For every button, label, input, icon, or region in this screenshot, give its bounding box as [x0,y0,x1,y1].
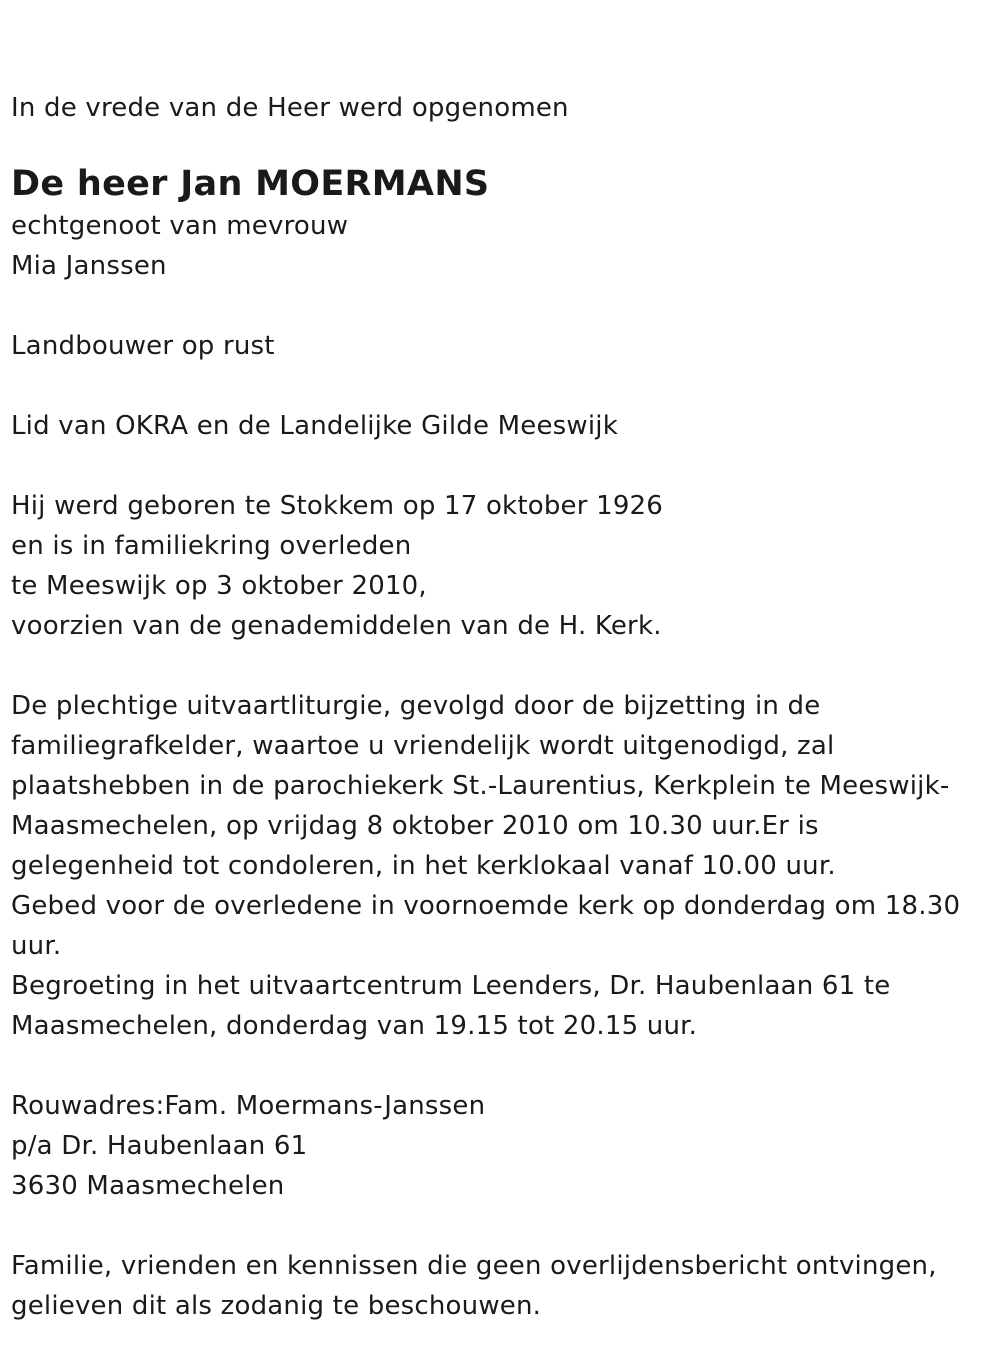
deceased-name: De heer Jan MOERMANS [11,164,490,204]
funeral-line: Maasmechelen, donderdag van 19.15 tot 20.15 uur. [11,1011,698,1041]
spacer [11,1206,981,1246]
birth-death-block [11,486,981,646]
intro-text: In de vrede van de Heer werd opgenomen [11,93,569,123]
birth-death-line: voorzien van de genademiddelen van de H. Kerk. [11,611,662,641]
closing-line: gelieven dit als zodanig te beschouwen. [11,1291,542,1321]
birth-death-line: Hij werd geboren te Stokkem op 17 oktober 1926 [11,491,664,521]
address-block [11,1086,981,1206]
funeral-line: gelegenheid tot condoleren, in het kerklokaal vanaf 10.00 uur. [11,851,836,881]
spouse-block [11,206,981,286]
funeral-line: uur. [11,931,62,961]
address-line: p/a Dr. Haubenlaan 61 [11,1131,308,1161]
spacer [11,646,981,686]
occupation-text: Landbouwer op rust [11,331,275,361]
funeral-line: plaatshebben in de parochiekerk St.-Laurentius, Kerkplein te Meeswijk- [11,771,950,801]
funeral-line: Gebed voor de overledene in voornoemde kerk op donderdag om 18.30 [11,891,961,921]
birth-death-line: en is in familiekring overleden [11,531,412,561]
funeral-block [11,686,981,1046]
closing-block [11,1246,981,1326]
address-line: 3630 Maasmechelen [11,1171,285,1201]
address-line: Rouwadres:Fam. Moermans-Janssen [11,1091,486,1121]
spouse-name: Mia Janssen [11,251,167,281]
birth-death-line: te Meeswijk op 3 oktober 2010, [11,571,427,601]
funeral-line: Begroeting in het uitvaartcentrum Leenders, Dr. Haubenlaan 61 te [11,971,891,1001]
spacer [11,366,981,406]
obituary-notice [11,88,981,1326]
funeral-line: De plechtige uitvaartliturgie, gevolgd door de bijzetting in de [11,691,821,721]
closing-line: Familie, vrienden en kennissen die geen overlijdensbericht ontvingen, [11,1251,937,1281]
spacer [11,446,981,486]
spouse-line: echtgenoot van mevrouw [11,211,349,241]
spacer [11,1046,981,1086]
membership-text: Lid van OKRA en de Landelijke Gilde Meeswijk [11,411,618,441]
spacer [11,286,981,326]
funeral-line: Maasmechelen, op vrijdag 8 oktober 2010 om 10.30 uur.Er is [11,811,819,841]
funeral-line: familiegrafkelder, waartoe u vriendelijk wordt uitgenodigd, zal [11,731,835,761]
